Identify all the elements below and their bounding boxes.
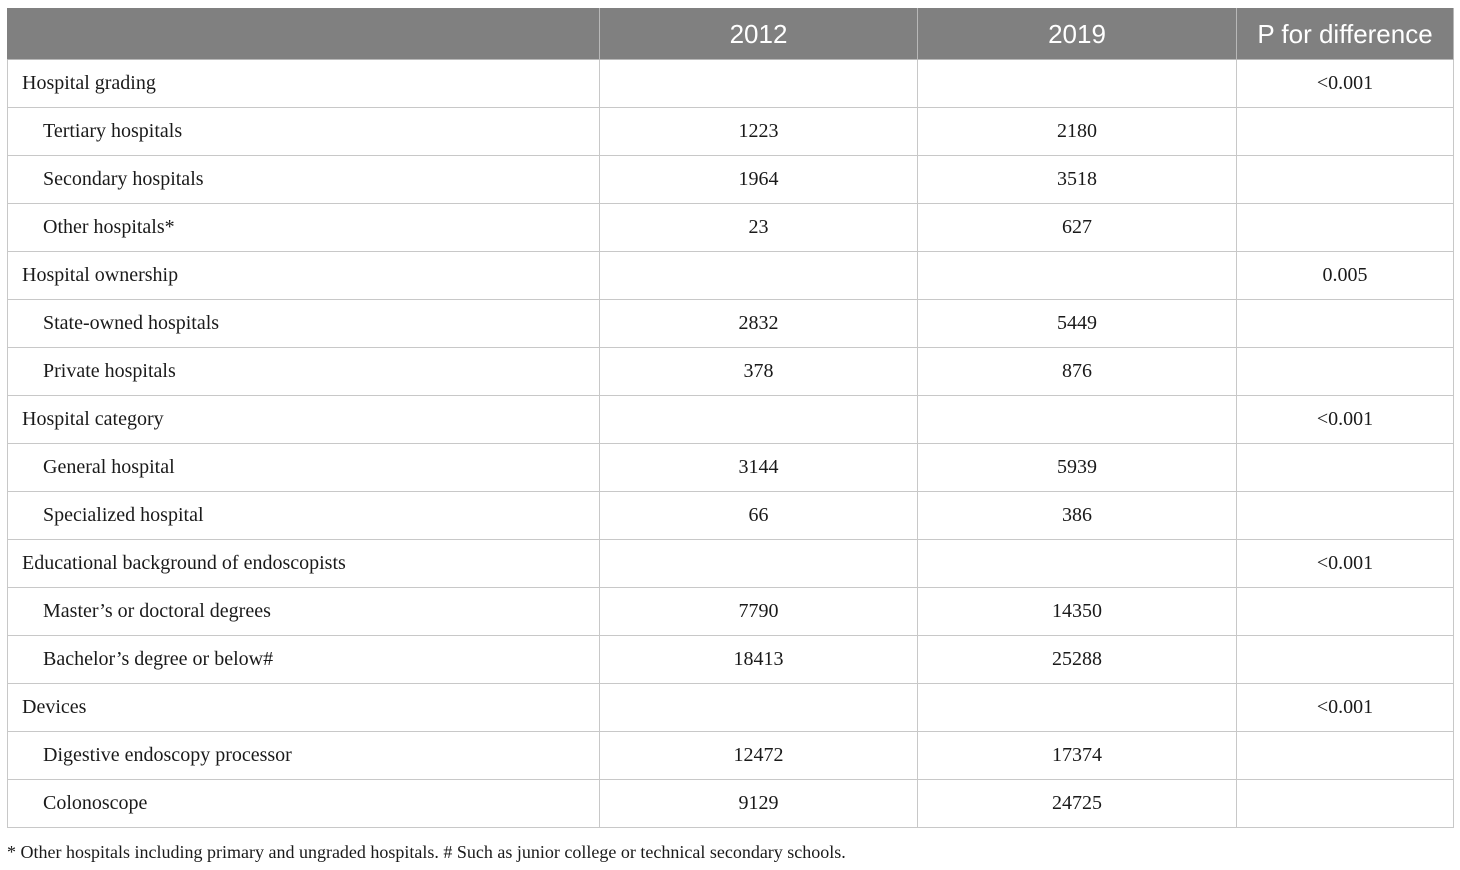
row-subitem-label: Secondary hospitals xyxy=(8,156,600,204)
cell-2019-value: 14350 xyxy=(918,588,1237,636)
cell-2019-value xyxy=(918,396,1237,444)
cell-2012-value: 12472 xyxy=(600,732,918,780)
row-subitem-label: Private hospitals xyxy=(8,348,600,396)
row-category-label: Hospital category xyxy=(8,396,600,444)
table-row-subitem xyxy=(8,636,1454,684)
row-subitem-label: Other hospitals* xyxy=(8,204,600,252)
table-row-category xyxy=(8,540,1454,588)
cell-p-value xyxy=(1237,492,1454,540)
data-table xyxy=(7,8,1454,828)
cell-p-value xyxy=(1237,300,1454,348)
table-row-subitem xyxy=(8,780,1454,828)
cell-2012-value: 3144 xyxy=(600,444,918,492)
cell-p-value: <0.001 xyxy=(1237,684,1454,732)
cell-2019-value xyxy=(918,540,1237,588)
cell-p-value xyxy=(1237,204,1454,252)
table-row-subitem xyxy=(8,108,1454,156)
table-row-subitem xyxy=(8,588,1454,636)
row-subitem-label: General hospital xyxy=(8,444,600,492)
cell-2019-value: 17374 xyxy=(918,732,1237,780)
cell-p-value: <0.001 xyxy=(1237,540,1454,588)
cell-2019-value xyxy=(918,60,1237,108)
cell-2012-value: 18413 xyxy=(600,636,918,684)
cell-p-value: <0.001 xyxy=(1237,396,1454,444)
table-row-category xyxy=(8,252,1454,300)
cell-2019-value xyxy=(918,252,1237,300)
cell-p-value xyxy=(1237,780,1454,828)
cell-2012-value xyxy=(600,396,918,444)
table-row-category xyxy=(8,684,1454,732)
cell-p-value: 0.005 xyxy=(1237,252,1454,300)
cell-p-value xyxy=(1237,636,1454,684)
table-header-row xyxy=(8,9,1454,60)
cell-2019-value: 2180 xyxy=(918,108,1237,156)
table-row-category xyxy=(8,396,1454,444)
header-2019: 2019 xyxy=(918,9,1237,60)
table-row-subitem xyxy=(8,732,1454,780)
table-row-category xyxy=(8,60,1454,108)
cell-2012-value: 9129 xyxy=(600,780,918,828)
table-row-subitem xyxy=(8,300,1454,348)
header-label xyxy=(8,9,600,60)
cell-p-value xyxy=(1237,444,1454,492)
row-subitem-label: State-owned hospitals xyxy=(8,300,600,348)
row-category-label: Devices xyxy=(8,684,600,732)
header-p-for-difference: P for difference xyxy=(1237,9,1454,60)
row-subitem-label: Specialized hospital xyxy=(8,492,600,540)
cell-p-value: <0.001 xyxy=(1237,60,1454,108)
cell-2019-value: 5449 xyxy=(918,300,1237,348)
cell-2012-value: 2832 xyxy=(600,300,918,348)
header-2012: 2012 xyxy=(600,9,918,60)
cell-2019-value: 386 xyxy=(918,492,1237,540)
cell-2012-value: 378 xyxy=(600,348,918,396)
cell-p-value xyxy=(1237,108,1454,156)
table-row-subitem xyxy=(8,444,1454,492)
table-body xyxy=(8,60,1454,828)
cell-2019-value: 627 xyxy=(918,204,1237,252)
cell-2012-value: 23 xyxy=(600,204,918,252)
cell-2012-value: 66 xyxy=(600,492,918,540)
cell-2012-value xyxy=(600,540,918,588)
cell-p-value xyxy=(1237,588,1454,636)
cell-2019-value: 25288 xyxy=(918,636,1237,684)
cell-2019-value: 5939 xyxy=(918,444,1237,492)
cell-2012-value: 1964 xyxy=(600,156,918,204)
row-subitem-label: Master’s or doctoral degrees xyxy=(8,588,600,636)
data-table-container xyxy=(7,8,1453,828)
row-subitem-label: Digestive endoscopy processor xyxy=(8,732,600,780)
cell-2019-value: 24725 xyxy=(918,780,1237,828)
row-category-label: Hospital ownership xyxy=(8,252,600,300)
cell-p-value xyxy=(1237,732,1454,780)
cell-2012-value xyxy=(600,252,918,300)
table-row-subitem xyxy=(8,204,1454,252)
table-row-subitem xyxy=(8,156,1454,204)
row-subitem-label: Tertiary hospitals xyxy=(8,108,600,156)
cell-2019-value xyxy=(918,684,1237,732)
cell-2012-value: 7790 xyxy=(600,588,918,636)
row-category-label: Educational background of endoscopists xyxy=(8,540,600,588)
row-subitem-label: Colonoscope xyxy=(8,780,600,828)
cell-2012-value xyxy=(600,60,918,108)
row-category-label: Hospital grading xyxy=(8,60,600,108)
cell-2012-value xyxy=(600,684,918,732)
table-row-subitem xyxy=(8,492,1454,540)
cell-2019-value: 876 xyxy=(918,348,1237,396)
cell-p-value xyxy=(1237,156,1454,204)
cell-2012-value: 1223 xyxy=(600,108,918,156)
table-footnote: * Other hospitals including primary and ungraded hospitals. # Such as junior college or technical secondary schools. xyxy=(7,842,846,862)
cell-p-value xyxy=(1237,348,1454,396)
row-subitem-label: Bachelor’s degree or below# xyxy=(8,636,600,684)
cell-2019-value: 3518 xyxy=(918,156,1237,204)
table-row-subitem xyxy=(8,348,1454,396)
